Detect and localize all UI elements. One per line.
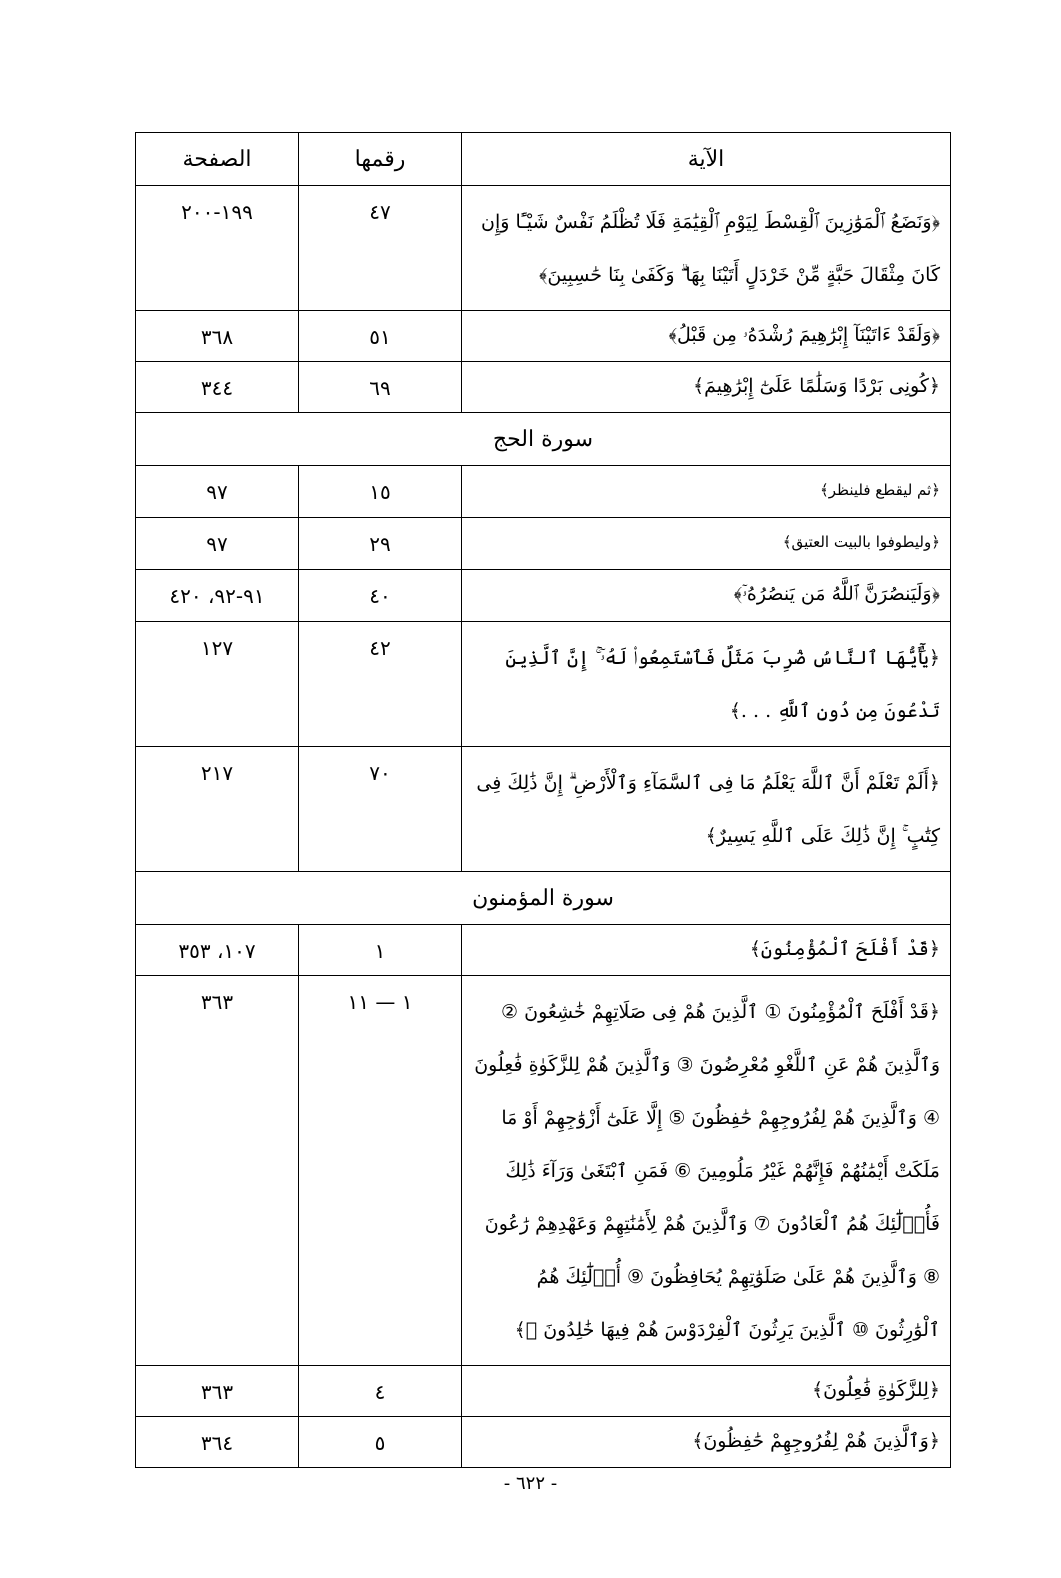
verse-text: ﴿كُونِى بَرْدًا وَسَلَٰمًا عَلَىٰٓ إِبْرَٰهِيمَ﴾ xyxy=(462,362,951,413)
table-row xyxy=(136,925,951,976)
page-reference: ٩٧ xyxy=(136,466,299,518)
surah-title-muminun: سورة المؤمنون xyxy=(136,872,951,925)
page-reference: ٣٦٤ xyxy=(136,1417,299,1468)
verse-number: ٢٩ xyxy=(299,518,462,570)
table-row xyxy=(136,311,951,362)
header-verse: الآية xyxy=(462,133,951,186)
page-reference: ٣٤٤ xyxy=(136,362,299,413)
page-reference: ٩٧ xyxy=(136,518,299,570)
page-reference: ٣٦٨ xyxy=(136,311,299,362)
table-header-row xyxy=(136,133,951,186)
verse-number: ١ — ١١ xyxy=(299,976,462,1366)
verse-number: ٥ xyxy=(299,1417,462,1468)
page-reference: ٣٦٣ xyxy=(136,1366,299,1417)
table-row xyxy=(136,186,951,311)
table-row xyxy=(136,747,951,872)
verse-index-table xyxy=(135,132,951,1468)
verse-number: ٤٢ xyxy=(299,622,462,747)
verse-text: ﴿قَدْ أَفْلَحَ ٱلْمُؤْمِنُونَ﴾ xyxy=(462,925,951,976)
verse-number: ١٥ xyxy=(299,466,462,518)
page-reference: ١٩٩-٢٠٠ xyxy=(136,186,299,311)
verse-text: ﴿وَنَضَعُ ٱلْمَوَٰزِينَ ٱلْقِسْطَ لِيَوْمِ ٱلْقِيَٰمَةِ فَلَا تُظْلَمُ نَفْسٌ شَيْـًٔا وَإِن كَانَ مِثْقَالَ حَبَّةٍ مِّنْ خَرْدَلٍ أَتَيْنَا بِهَا ۗ وَكَفَىٰ بِنَا حَٰسِبِينَ﴾ xyxy=(462,186,951,311)
table-row xyxy=(136,622,951,747)
page-reference: ١٢٧ xyxy=(136,622,299,747)
verse-text: ﴿قَدْ أَفْلَحَ ٱلْمُؤْمِنُونَ ① ٱلَّذِينَ هُمْ فِى صَلَاتِهِمْ خَٰشِعُونَ ② وَٱلَّذِينَ هُمْ عَنِ ٱللَّغْوِ مُعْرِضُونَ ③ وَٱلَّذِينَ هُمْ لِلزَّكَوٰةِ فَٰعِلُونَ ④ وَٱلَّذِينَ هُمْ لِفُرُوجِهِمْ حَٰفِظُونَ ⑤ إِلَّا عَلَىٰٓ أَزْوَٰجِهِمْ أَوْ مَا مَلَكَتْ أَيْمَٰنُهُمْ فَإِنَّهُمْ غَيْرُ مَلُومِينَ ⑥ فَمَنِ ٱبْتَغَىٰ وَرَآءَ ذَٰلِكَ فَأُو۟لَٰٓئِكَ هُمُ ٱلْعَادُونَ ⑦ وَٱلَّذِينَ هُمْ لِأَمَٰنَٰتِهِمْ وَعَهْدِهِمْ رَٰعُونَ ⑧ وَٱلَّذِينَ هُمْ عَلَىٰ صَلَوَٰتِهِمْ يُحَافِظُونَ ⑨ أُو۟لَٰٓئِكَ هُمُ ٱلْوَٰرِثُونَ ⑩ ٱلَّذِينَ يَرِثُونَ ٱلْفِرْدَوْسَ هُمْ فِيهَا خَٰلِدُونَ ⑪﴾ xyxy=(462,976,951,1366)
verse-number: ٤٧ xyxy=(299,186,462,311)
verse-number: ٦٩ xyxy=(299,362,462,413)
page-reference: ١٠٧، ٣٥٣ xyxy=(136,925,299,976)
verse-number: ٧٠ xyxy=(299,747,462,872)
table-row xyxy=(136,518,951,570)
verse-text: ﴿وَٱلَّذِينَ هُمْ لِفُرُوجِهِمْ حَٰفِظُونَ﴾ xyxy=(462,1417,951,1468)
verse-text: ﴿وليطوفوا بالبيت العتيق﴾ xyxy=(462,518,951,570)
table-row xyxy=(136,362,951,413)
surah-heading-row xyxy=(136,872,951,925)
table-row xyxy=(136,1366,951,1417)
surah-heading-row xyxy=(136,413,951,466)
verse-number: ٤٠ xyxy=(299,570,462,622)
page-reference: ٢١٧ xyxy=(136,747,299,872)
surah-title-hajj: سورة الحج xyxy=(136,413,951,466)
table-row xyxy=(136,466,951,518)
verse-text: ﴿وَلَيَنصُرَنَّ ٱللَّهُ مَن يَنصُرُهُۥٓ﴾ xyxy=(462,570,951,622)
verse-number: ١ xyxy=(299,925,462,976)
verse-text: ﴿ثم ليقطع فلينظر﴾ xyxy=(462,466,951,518)
header-verse-number: رقمها xyxy=(299,133,462,186)
header-page: الصفحة xyxy=(136,133,299,186)
table-row xyxy=(136,570,951,622)
verse-text: ﴿لِلزَّكَوٰةِ فَٰعِلُونَ﴾ xyxy=(462,1366,951,1417)
verse-text: ﴿وَلَقَدْ ءَاتَيْنَآ إِبْرَٰهِيمَ رُشْدَهُۥ مِن قَبْلُ﴾ xyxy=(462,311,951,362)
verse-number: ٤ xyxy=(299,1366,462,1417)
page-number: - ٦٢٢ - xyxy=(503,1473,558,1494)
table-row xyxy=(136,976,951,1366)
verse-number: ٥١ xyxy=(299,311,462,362)
verse-text: ﴿يَٰٓأَيُّهَا ٱلنَّاسُ ضُرِبَ مَثَلٌ فَٱسْتَمِعُوا۟ لَهُۥٓ ۚ إِنَّ ٱلَّذِينَ تَدْعُونَ مِن دُونِ ٱللَّهِ . . .﴾ xyxy=(462,622,951,747)
page-reference: ٩١-٩٢، ٤٢٠ xyxy=(136,570,299,622)
page-reference: ٣٦٣ xyxy=(136,976,299,1366)
verse-text: ﴿أَلَمْ تَعْلَمْ أَنَّ ٱللَّهَ يَعْلَمُ مَا فِى ٱلسَّمَآءِ وَٱلْأَرْضِ ۗ إِنَّ ذَٰلِكَ فِى كِتَٰبٍ ۚ إِنَّ ذَٰلِكَ عَلَى ٱللَّهِ يَسِيرٌ﴾ xyxy=(462,747,951,872)
table-row xyxy=(136,1417,951,1468)
